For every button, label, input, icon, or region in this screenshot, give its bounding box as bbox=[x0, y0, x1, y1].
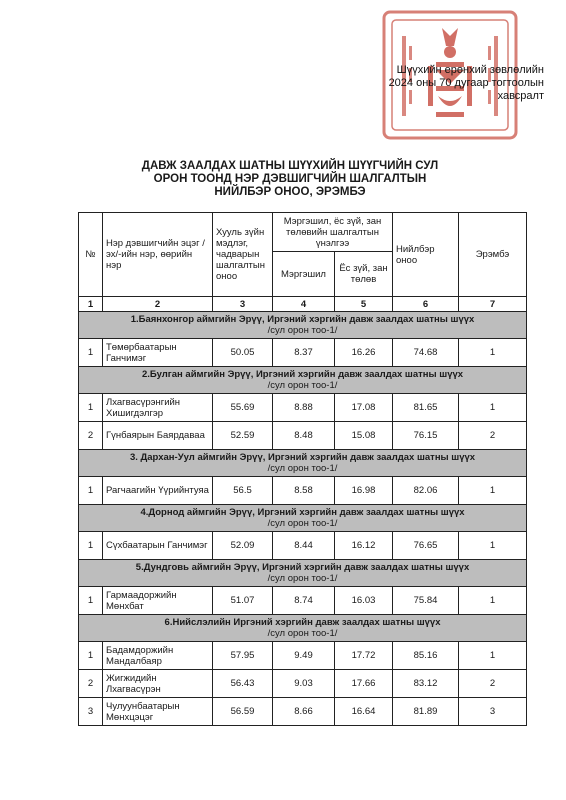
candidate-name: Сүхбаатарын Ганчимэг bbox=[103, 532, 213, 560]
law-score: 55.69 bbox=[213, 394, 273, 422]
section-title bbox=[79, 615, 527, 642]
court-name: 2.Булган аймгийн Эрүү, Иргэний хэргийн давж заалдах шатны шүүх bbox=[141, 369, 464, 380]
rank: 2 bbox=[459, 422, 527, 450]
row-number: 1 bbox=[79, 642, 103, 670]
ethics-score: 17.08 bbox=[335, 394, 393, 422]
vacancy-count: /сул орон тоо-1/ bbox=[267, 380, 338, 391]
candidate-name: Лхагвасүрэнгийн Хишигдэлгэр bbox=[103, 394, 213, 422]
table-row bbox=[79, 532, 527, 560]
total-score: 81.65 bbox=[393, 394, 459, 422]
vacancy-count: /сул орон тоо-1/ bbox=[267, 573, 338, 584]
prof-score: 8.74 bbox=[273, 587, 335, 615]
law-score: 57.95 bbox=[213, 642, 273, 670]
candidate-name: Бадамдоржийн Мандалбаяр bbox=[103, 642, 213, 670]
candidate-name: Рагчаагийн Үүрийнтуяа bbox=[103, 477, 213, 505]
vacancy-count: /сул орон тоо-1/ bbox=[267, 518, 338, 529]
col-header-number: № bbox=[79, 213, 103, 297]
row-number: 1 bbox=[79, 394, 103, 422]
column-number: 1 bbox=[79, 297, 103, 312]
total-score: 76.65 bbox=[393, 532, 459, 560]
column-number: 4 bbox=[273, 297, 335, 312]
note-line-3: хавсралт bbox=[497, 90, 544, 102]
rank: 1 bbox=[459, 532, 527, 560]
rank: 1 bbox=[459, 477, 527, 505]
ethics-score: 16.12 bbox=[335, 532, 393, 560]
col-header-prof: Мэргэшил bbox=[273, 252, 335, 297]
rank: 1 bbox=[459, 339, 527, 367]
note-line-1: Шүүхийн ерөнхий зөвлөлийн bbox=[396, 64, 544, 76]
col-header-law: Хууль зүйн мэдлэг, чадварын шалгалтын оноо bbox=[213, 213, 273, 297]
rank: 1 bbox=[459, 642, 527, 670]
court-name: 6.Нийслэлийн Иргэний хэргийн давж заалдах шатны шүүх bbox=[164, 617, 441, 628]
section-row bbox=[79, 615, 527, 642]
ethics-score: 15.08 bbox=[335, 422, 393, 450]
section-title bbox=[79, 450, 527, 477]
col-header-ethics: Ёс зүй, зан төлөв bbox=[335, 252, 393, 297]
candidate-name: Чулуунбаатарын Мөнхцэцэг bbox=[103, 698, 213, 726]
col-header-rank: Эрэмбэ bbox=[459, 213, 527, 297]
rank: 1 bbox=[459, 587, 527, 615]
appendix-note bbox=[344, 64, 544, 103]
table-row bbox=[79, 339, 527, 367]
title-line-2: ОРОН ТООНД НЭР ДЭВШИГЧИЙН ШАЛГАЛТЫН bbox=[153, 173, 427, 185]
law-score: 50.05 bbox=[213, 339, 273, 367]
ethics-score: 16.26 bbox=[335, 339, 393, 367]
rank: 3 bbox=[459, 698, 527, 726]
court-name: 3. Дархан-Уул аймгийн Эрүү, Иргэний хэргийн давж заалдах шатны шүүх bbox=[129, 452, 476, 463]
column-number: 2 bbox=[103, 297, 213, 312]
row-number: 1 bbox=[79, 477, 103, 505]
col-header-group: Мэргэшил, ёс зүй, зан төлөвийн шалгалтын үнэлгээ bbox=[273, 213, 393, 252]
law-score: 56.5 bbox=[213, 477, 273, 505]
prof-score: 9.03 bbox=[273, 670, 335, 698]
candidate-name: Гүнбаярын Баярдаваа bbox=[103, 422, 213, 450]
total-score: 76.15 bbox=[393, 422, 459, 450]
table-row bbox=[79, 422, 527, 450]
section-title bbox=[79, 367, 527, 394]
section-title bbox=[79, 505, 527, 532]
candidate-name: Төмөрбаатарын Ганчимэг bbox=[103, 339, 213, 367]
section-title bbox=[79, 560, 527, 587]
table-row bbox=[79, 642, 527, 670]
column-number-row bbox=[79, 297, 527, 312]
total-score: 83.12 bbox=[393, 670, 459, 698]
prof-score: 8.37 bbox=[273, 339, 335, 367]
total-score: 85.16 bbox=[393, 642, 459, 670]
table-row bbox=[79, 670, 527, 698]
rank: 1 bbox=[459, 394, 527, 422]
note-line-2: 2024 оны 70 дугаар тогтоолын bbox=[388, 77, 544, 89]
table-row bbox=[79, 698, 527, 726]
section-row bbox=[79, 505, 527, 532]
law-score: 51.07 bbox=[213, 587, 273, 615]
law-score: 52.09 bbox=[213, 532, 273, 560]
law-score: 52.59 bbox=[213, 422, 273, 450]
prof-score: 9.49 bbox=[273, 642, 335, 670]
section-row bbox=[79, 450, 527, 477]
prof-score: 8.66 bbox=[273, 698, 335, 726]
header-row bbox=[79, 213, 527, 252]
court-name: 5.Дундговь аймгийн Эрүү, Иргэний хэргийн давж заалдах шатны шүүх bbox=[135, 562, 470, 573]
prof-score: 8.44 bbox=[273, 532, 335, 560]
col-header-total: Нийлбэр оноо bbox=[393, 213, 459, 297]
results-table bbox=[78, 212, 527, 726]
row-number: 1 bbox=[79, 587, 103, 615]
candidate-name: Жигжидийн Лхагвасүрэн bbox=[103, 670, 213, 698]
column-number: 3 bbox=[213, 297, 273, 312]
total-score: 81.89 bbox=[393, 698, 459, 726]
document-title bbox=[120, 160, 460, 199]
title-line-1: ДАВЖ ЗААЛДАХ ШАТНЫ ШҮҮХИЙН ШҮҮГЧИЙН СУЛ bbox=[141, 160, 439, 172]
ethics-score: 16.98 bbox=[335, 477, 393, 505]
rank: 2 bbox=[459, 670, 527, 698]
court-name: 4.Дорнод аймгийн Эрүү, Иргэний хэргийн давж заалдах шатны шүүх bbox=[140, 507, 465, 518]
total-score: 82.06 bbox=[393, 477, 459, 505]
row-number: 2 bbox=[79, 670, 103, 698]
row-number: 3 bbox=[79, 698, 103, 726]
column-number: 7 bbox=[459, 297, 527, 312]
total-score: 74.68 bbox=[393, 339, 459, 367]
ethics-score: 16.64 bbox=[335, 698, 393, 726]
vacancy-count: /сул орон тоо-1/ bbox=[267, 463, 338, 474]
section-row bbox=[79, 560, 527, 587]
total-score: 75.84 bbox=[393, 587, 459, 615]
column-number: 5 bbox=[335, 297, 393, 312]
table-row bbox=[79, 394, 527, 422]
prof-score: 8.48 bbox=[273, 422, 335, 450]
row-number: 1 bbox=[79, 532, 103, 560]
section-row bbox=[79, 312, 527, 339]
table-row bbox=[79, 587, 527, 615]
title-line-3: НИЙЛБЭР ОНОО, ЭРЭМБЭ bbox=[214, 186, 366, 198]
prof-score: 8.88 bbox=[273, 394, 335, 422]
table-row bbox=[79, 477, 527, 505]
prof-score: 8.58 bbox=[273, 477, 335, 505]
column-number: 6 bbox=[393, 297, 459, 312]
court-name: 1.Баянхонгор аймгийн Эрүү, Иргэний хэргийн давж заалдах шатны шүүх bbox=[130, 314, 475, 325]
law-score: 56.59 bbox=[213, 698, 273, 726]
row-number: 2 bbox=[79, 422, 103, 450]
section-title bbox=[79, 312, 527, 339]
ethics-score: 17.72 bbox=[335, 642, 393, 670]
col-header-name: Нэр дэвшигчийн эцэг /эх/-ийн нэр, өөрийн нэр bbox=[103, 213, 213, 297]
ethics-score: 17.66 bbox=[335, 670, 393, 698]
section-row bbox=[79, 367, 527, 394]
candidate-name: Гармаадоржийн Мөнхбат bbox=[103, 587, 213, 615]
row-number: 1 bbox=[79, 339, 103, 367]
vacancy-count: /сул орон тоо-1/ bbox=[267, 325, 338, 336]
vacancy-count: /сул орон тоо-1/ bbox=[267, 628, 338, 639]
ethics-score: 16.03 bbox=[335, 587, 393, 615]
results-body bbox=[79, 297, 527, 726]
law-score: 56.43 bbox=[213, 670, 273, 698]
